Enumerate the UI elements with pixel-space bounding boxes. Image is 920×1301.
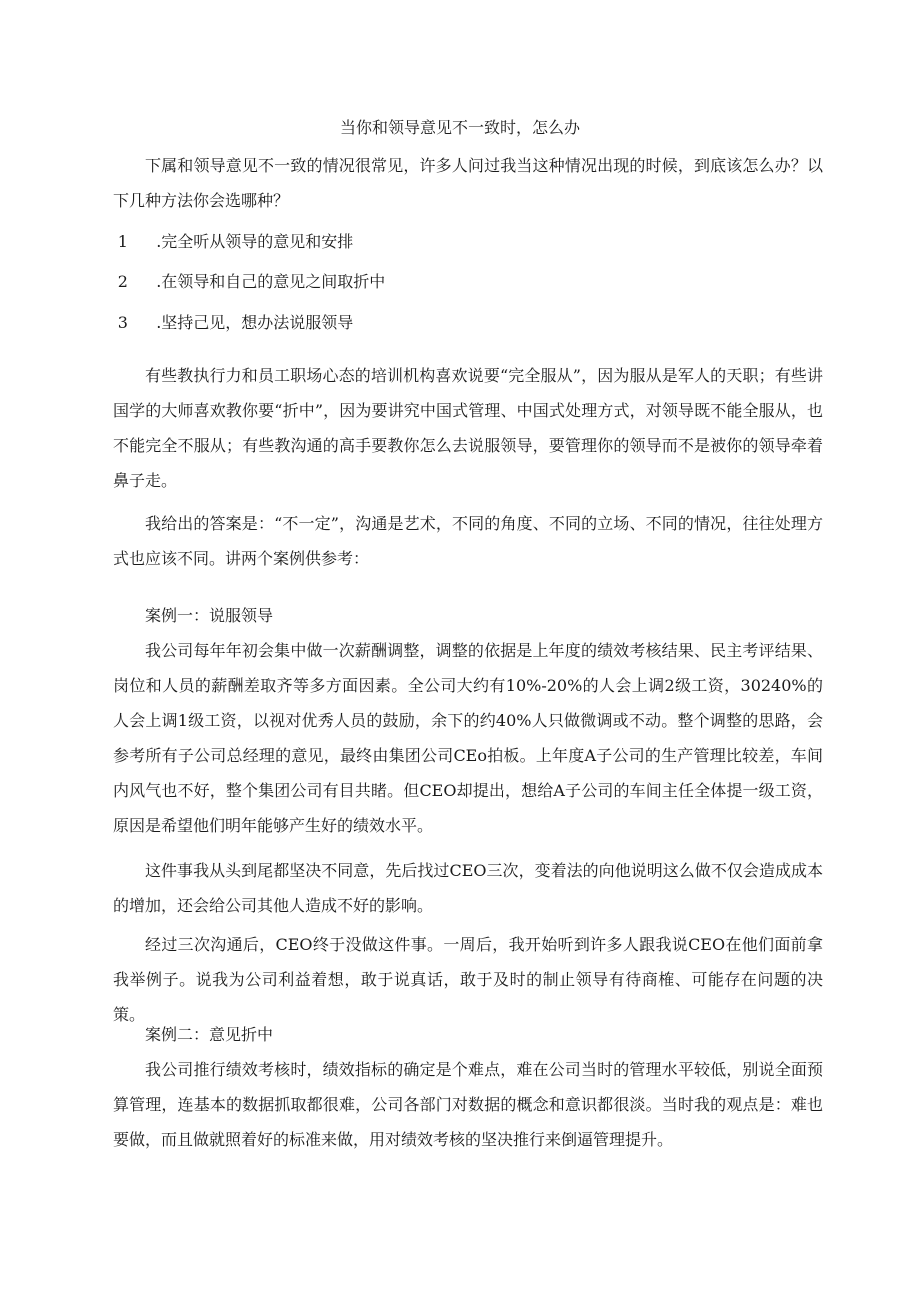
case1-paragraph-2: 这件事我从头到尾都坚决不同意，先后找过CEO三次，变着法的向他说明这么做不仅会造成成本的增加，还会给公司其他人造成不好的影响。 <box>113 861 823 915</box>
case2-heading: 案例二：意见折中 <box>145 1025 274 1044</box>
page-title: 当你和领导意见不一致时，怎么办 <box>339 118 580 137</box>
case1-heading: 案例一：说服领导 <box>145 606 274 625</box>
case1-paragraph-3: 经过三次沟通后，CEO终于没做这件事。一周后，我开始听到许多人跟我说CEO在他们面前拿我举例子。说我为公司利益着想，敢于说真话，敢于及时的制止领导有待商榷、可能存在问题的决策。 <box>113 935 823 1024</box>
training-paragraph: 有些教执行力和员工职场心态的培训机构喜欢说要“完全服从”，因为服从是军人的天职；有些讲国学的大师喜欢教你要“折中”，因为要讲究中国式管理、中国式处理方式，对领导既不能全服从，也不能完全不服从；有些教沟通的高手要教你怎么去说服领导，要管理你的领导而不是被你的领导牵着鼻子走。 <box>113 366 823 490</box>
case2-paragraph-1: 我公司推行绩效考核时，绩效指标的确定是个难点，难在公司当时的管理水平较低，别说全面预算管理，连基本的数据抓取都很难，公司各部门对数据的概念和意识都很淡。当时我的观点是：难也要做，而且做就照着好的标准来做，用对绩效考核的坚决推行来倒逼管理提升。 <box>113 1060 823 1149</box>
option-item-1 <box>113 230 813 254</box>
option-item-3 <box>113 311 813 335</box>
option-number: 2 <box>117 272 128 291</box>
answer-paragraph: 我给出的答案是：“不一定”，沟通是艺术，不同的角度、不同的立场、不同的情况，往往处理方式也应该不同。讲两个案例供参考： <box>113 514 823 568</box>
case1-paragraph-1: 我公司每年年初会集中做一次薪酬调整，调整的依据是上年度的绩效考核结果、民主考评结果、岗位和人员的薪酬差取齐等多方面因素。全公司大约有10%-20%的人会上调2级工资，30240%的人会上调1级工资，以视对优秀人员的鼓励，余下的约40%人只做微调或不动。整个调整的思路，会参考所有子公司总经理的意见，最终由集团公司CEo拍板。上年度A子公司的生产管理比较差，车间内风气也不好，整个集团公司有目共睹。但CEO却提出，想给A子公司的车间主任全体提一级工资，原因是希望他们明年能够产生好的绩效水平。 <box>113 641 823 835</box>
option-text: .完全听从领导的意见和安排 <box>156 232 354 251</box>
option-item-2 <box>113 270 813 294</box>
option-text: .坚持己见，想办法说服领导 <box>156 313 354 332</box>
option-number: 3 <box>117 313 128 332</box>
intro-paragraph: 下属和领导意见不一致的情况很常见，许多人问过我当这种情况出现的时候，到底该怎么办？以下几种方法你会选哪种？ <box>113 156 823 210</box>
option-text: .在领导和自己的意见之间取折中 <box>156 272 386 291</box>
option-number: 1 <box>117 232 128 251</box>
